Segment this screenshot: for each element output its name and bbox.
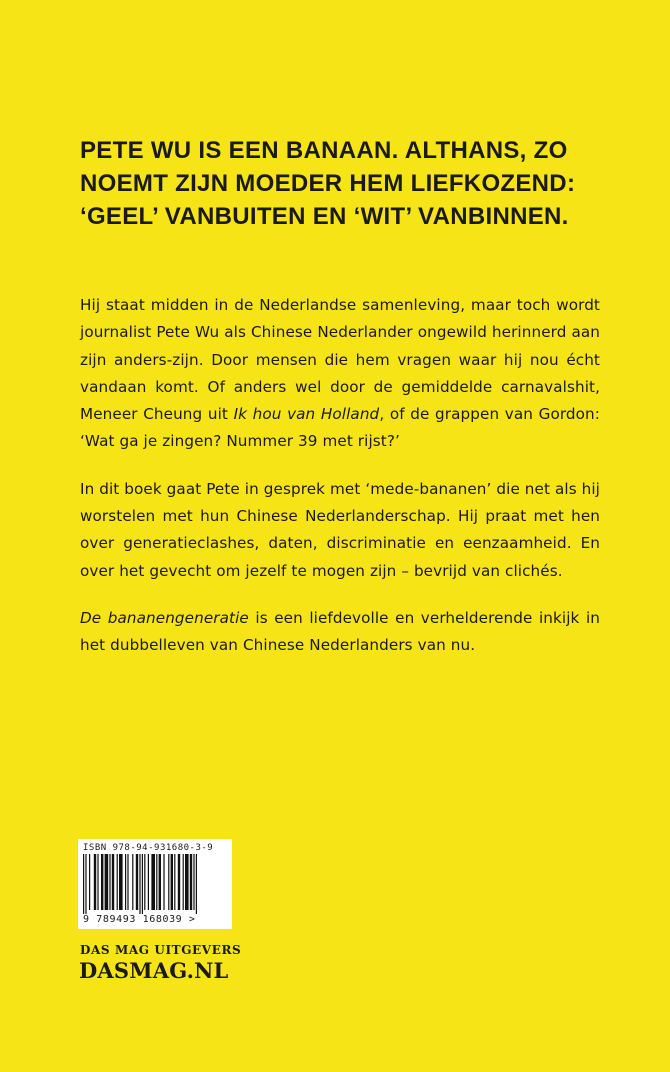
barcode-bar xyxy=(159,854,161,910)
blurb-p1-italic-title: Ik hou van Holland xyxy=(233,405,380,424)
barcode-bar xyxy=(97,854,98,910)
barcode-bar xyxy=(171,854,173,910)
barcode-bar xyxy=(183,854,184,910)
barcode-bars xyxy=(83,854,227,914)
barcode-bar xyxy=(148,854,149,910)
barcode-bar xyxy=(101,854,103,910)
blurb xyxy=(80,292,600,680)
barcode-bar xyxy=(132,854,133,910)
barcode-bar xyxy=(125,854,126,910)
barcode-bar xyxy=(193,854,194,910)
barcode-bar xyxy=(144,854,145,910)
isbn-label: ISBN 978-94-931680-3-9 xyxy=(83,843,214,853)
barcode-graphic xyxy=(83,854,227,914)
blurb-p1-text-a: Hij staat midden in de Nederlandse samenleving, maar toch wordt journalist Pete Wu als Chinese Nederlander ongewild herinnerd aan zijn anders-zijn. Door mensen die hem vragen waar hij nou écht vandaan komt. Of anders wel door de gemiddelde carnavalshit, Meneer Cheung uit xyxy=(80,296,600,424)
barcode-bar xyxy=(89,854,90,910)
publisher-website: DASMAG.NL xyxy=(79,958,229,983)
barcode-bar xyxy=(178,854,180,910)
barcode-bar xyxy=(83,854,84,914)
isbn-barcode xyxy=(78,839,232,929)
barcode-bar xyxy=(136,854,138,910)
barcode-bar xyxy=(127,854,128,910)
barcode-bar xyxy=(163,854,164,910)
barcode-bar xyxy=(142,854,143,914)
blurb-p3-italic-title: De bananengeneratie xyxy=(80,608,249,627)
barcode-bar xyxy=(168,854,169,910)
barcode-bar xyxy=(151,854,155,910)
blurb-paragraph-2: In dit boek gaat Pete in gesprek met ‘mede-bananen’ die net als hij worstelen met hun Chinese Nederlanderschap. Hij praat met hen over generatieclashes, daten, discriminatie en eenzaamheid. En over het gevecht om jezelf te mogen zijn – bevrijd van clichés. xyxy=(80,479,600,580)
headline-line-2: NOEMT ZIJN MOEDER HEM LIEFKOZEND: xyxy=(80,170,576,197)
barcode-bar xyxy=(94,854,96,910)
blurb-paragraph-3 xyxy=(80,605,600,660)
barcode-bar xyxy=(196,854,197,914)
blurb-p1-text-b: , of de grappen van Gordon: ‘Wat ga je zingen? Nummer 39 met rijst?’ xyxy=(80,405,601,451)
headline-line-1: PETE WU IS EEN BANAAN. ALTHANS, ZO xyxy=(80,137,568,164)
headline-line-3: ‘GEEL’ VANBUITEN EN ‘WIT’ VANBINNEN. xyxy=(80,203,569,230)
barcode-digits: 9 789493 168039 > xyxy=(83,914,196,925)
barcode-bar xyxy=(85,854,86,914)
barcode-bar xyxy=(109,854,110,910)
headline xyxy=(80,134,640,233)
blurb-p3-text: is een liefdevolle en verhelderende inkijk in het dubbelleven van Chinese Nederlanders van nu. xyxy=(80,608,600,655)
barcode-bar xyxy=(156,854,157,910)
barcode-bar xyxy=(119,854,123,910)
blurb-paragraph-1 xyxy=(80,292,600,456)
barcode-bar xyxy=(174,854,175,910)
barcode-bar xyxy=(112,854,114,910)
publisher-name: DAS MAG UITGEVERS xyxy=(80,943,242,957)
barcode-bar xyxy=(185,854,189,910)
barcode-bar xyxy=(117,854,118,910)
barcode-bar xyxy=(190,854,192,910)
barcode-bar xyxy=(105,854,109,910)
barcode-bar xyxy=(139,854,140,914)
